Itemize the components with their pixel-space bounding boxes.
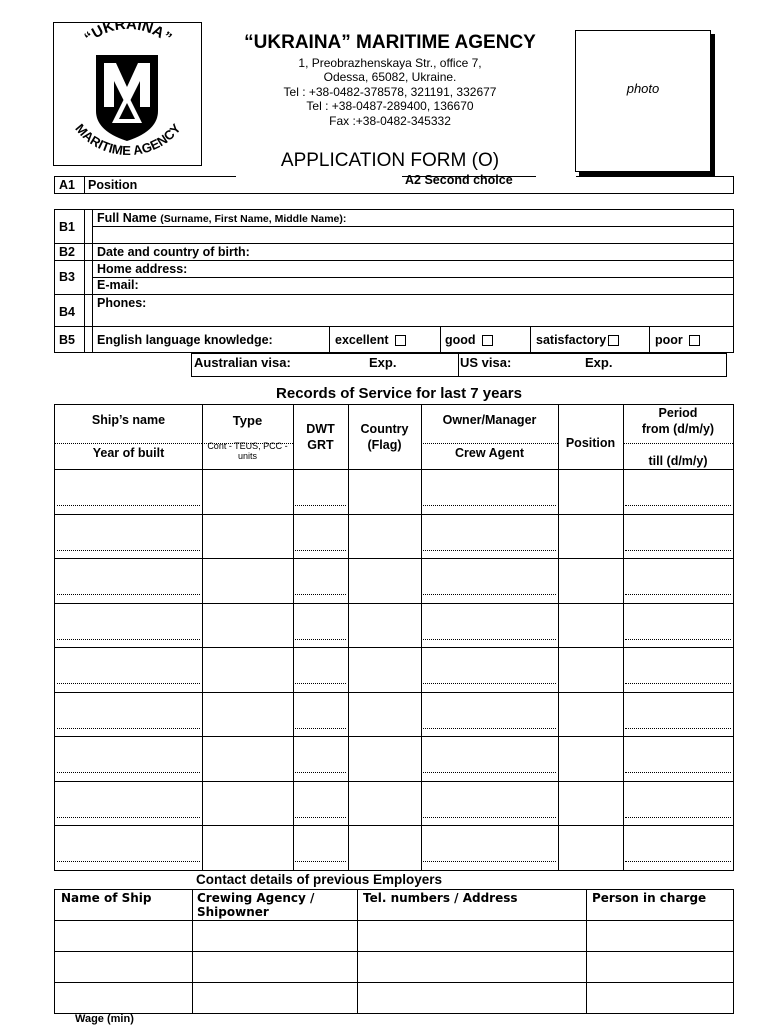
table-row[interactable]	[55, 647, 733, 692]
emp-col-agency: Crewing Agency / Shipowner	[197, 891, 315, 919]
col-period: Period	[658, 406, 698, 420]
service-records-table	[54, 404, 734, 871]
table-row[interactable]	[55, 558, 733, 603]
emp-col-person: Person in charge	[592, 891, 707, 905]
visa-row	[191, 353, 727, 377]
b1-code: B1	[59, 220, 75, 234]
table-row[interactable]	[55, 692, 733, 737]
photo-label: photo	[626, 81, 660, 96]
table-row[interactable]	[55, 825, 733, 870]
australian-visa-exp[interactable]: Exp.	[369, 355, 397, 370]
table-row[interactable]	[55, 514, 733, 559]
full-name-title: Full Name	[97, 211, 157, 225]
a1-label: Position	[88, 178, 138, 192]
col-year-built: Year of built	[92, 446, 165, 460]
a2-label: A2 Second choice	[405, 173, 513, 187]
address-line-1: 1, Preobrazhenskaya Str., office 7,	[298, 56, 482, 70]
svg-text:“UKRAINA”	[81, 23, 174, 46]
agency-logo	[53, 22, 202, 166]
employer-row[interactable]	[55, 921, 733, 951]
employers-title: Contact details of previous Employers	[195, 872, 443, 887]
english-label: English language knowledge:	[97, 333, 273, 347]
level-good-label: good	[445, 333, 476, 347]
photo-placeholder[interactable]	[575, 30, 711, 172]
level-excellent[interactable]	[335, 333, 406, 347]
agency-name: “UKRAINA” MARITIME AGENCY	[244, 32, 536, 53]
fax-line: Fax :+38-0482-345332	[329, 114, 451, 128]
col-country: Country	[360, 422, 409, 436]
level-poor-label: poor	[655, 333, 683, 347]
excellent-checkbox[interactable]	[395, 335, 406, 346]
personal-details-block	[54, 209, 734, 353]
col-dwt: DWT	[306, 422, 335, 436]
table-row[interactable]	[55, 469, 733, 514]
email-label[interactable]: E-mail:	[97, 278, 139, 292]
col-ship-name: Ship’s name	[91, 413, 166, 427]
level-good[interactable]	[445, 333, 493, 347]
a1-code: A1	[59, 178, 75, 192]
col-position: Position	[565, 436, 616, 450]
employers-table	[54, 889, 734, 1014]
us-visa-exp[interactable]: Exp.	[585, 355, 613, 370]
satisfactory-checkbox[interactable]	[608, 335, 619, 346]
b4-code: B4	[59, 305, 75, 319]
form-title: APPLICATION FORM (O)	[280, 150, 500, 171]
col-owner-manager: Owner/Manager	[442, 413, 537, 427]
poor-checkbox[interactable]	[689, 335, 700, 346]
logo-text-top: “UKRAINA”	[81, 23, 175, 47]
table-row[interactable]	[55, 736, 733, 781]
wage-label: Wage (min)	[75, 1013, 134, 1025]
table-row[interactable]	[55, 781, 733, 826]
b5-code: B5	[59, 333, 75, 347]
b2-code: B2	[59, 245, 75, 259]
level-poor[interactable]	[655, 333, 700, 347]
phones-label[interactable]: Phones:	[97, 296, 147, 310]
col-crew-agent: Crew Agent	[455, 446, 524, 460]
good-checkbox[interactable]	[482, 335, 493, 346]
emp-col-ship: Name of Ship	[61, 891, 152, 905]
emp-col-tel: Tel. numbers / Address	[363, 891, 518, 905]
col-from: from (d/m/y)	[641, 422, 715, 436]
birth-label[interactable]: Date and country of birth:	[97, 245, 250, 259]
col-type: Type	[232, 413, 263, 428]
full-name-label[interactable]	[97, 211, 346, 225]
address-line-2: Odessa, 65082, Ukraine.	[323, 70, 457, 84]
col-grt: GRT	[307, 438, 334, 452]
col-type-note: Cont - TEUS, PCC - units	[207, 441, 288, 461]
logo-emblem-icon	[54, 23, 201, 165]
phone-line-1: Tel : +38-0482-378578, 321191, 332677	[283, 85, 497, 99]
b3-code: B3	[59, 270, 75, 284]
full-name-note: (Surname, First Name, Middle Name):	[160, 213, 347, 225]
level-excellent-label: excellent	[335, 333, 389, 347]
logo-text-bottom: MARITIME AGENCY	[72, 120, 184, 159]
col-till: till (d/m/y)	[648, 454, 708, 468]
service-records-title: Records of Service for last 7 years	[276, 385, 522, 402]
level-satisfactory[interactable]	[536, 333, 619, 347]
australian-visa-label[interactable]: Australian visa:	[194, 355, 291, 370]
employer-row[interactable]	[55, 952, 733, 982]
employer-row[interactable]	[55, 983, 733, 1013]
table-row[interactable]	[55, 603, 733, 648]
home-address-label[interactable]: Home address:	[97, 262, 188, 276]
us-visa-label[interactable]: US visa:	[460, 355, 512, 370]
col-flag: (Flag)	[367, 438, 402, 452]
phone-line-2: Tel : +38-0487-289400, 136670	[306, 99, 474, 113]
level-satisfactory-label: satisfactory	[536, 333, 607, 347]
